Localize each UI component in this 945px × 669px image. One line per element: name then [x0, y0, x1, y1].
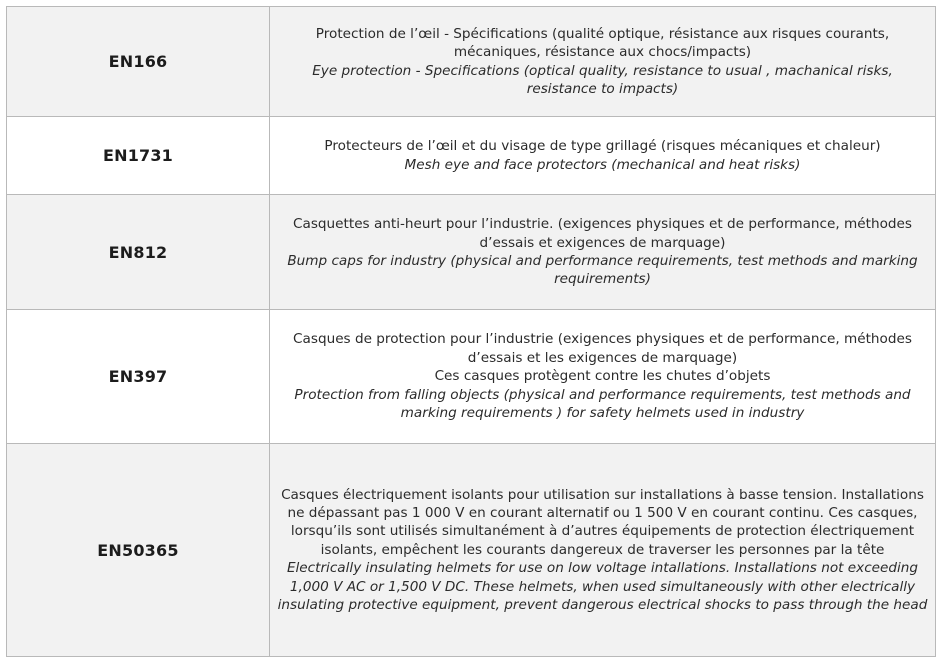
description-english: Eye protection - Specifications (optical quality, resistance to usual , machanical risks, resistance to impacts) [312, 62, 893, 97]
standard-code: EN166 [7, 7, 270, 117]
description-english: Mesh eye and face protectors (mechanical and heat risks) [404, 156, 801, 173]
standard-description [270, 117, 936, 195]
standard-description [270, 195, 936, 310]
standard-code: EN1731 [7, 117, 270, 195]
description-english: Electrically insulating helmets for use on low voltage intallations. Installations not exceeding 1,000 V AC or 1,500 V DC. These helmets, when used simultaneously with other electrically insulating protective equipment, prevent dangerous electrical shocks to pass through the head [277, 560, 928, 614]
standard-code: EN812 [7, 195, 270, 310]
description-english: Protection from falling objects (physical and performance requirements, test methods and marking requirements ) for safety helmets used in industry [294, 386, 911, 422]
standard-description [270, 444, 936, 657]
table-row [7, 117, 936, 195]
description-french: Casques électriquement isolants pour utilisation sur installations à basse tension. Installations ne dépassant pas 1 000 V en courant alternatif ou 1 500 V en courant continu. Ces casques, lorsqu’ils sont utilisés simultanément à d’autres équipements de protection électriquement isolants, empêchent les courants dangereux de traverser les personnes par la tête [281, 486, 924, 558]
table-row [7, 7, 936, 117]
standard-description [270, 310, 936, 444]
table-row [7, 195, 936, 310]
standard-description [270, 7, 936, 117]
standards-table [6, 6, 936, 657]
description-french: Protection de l’œil - Spécifications (qualité optique, résistance aux risques courants, mécaniques, résistance aux chocs/impacts) [315, 25, 890, 61]
description-french: Casquettes anti-heurt pour l’industrie. (exigences physiques et de performance, méthodes d’essais et exigences de marquage) [293, 216, 912, 251]
description-english: Bump caps for industry (physical and performance requirements, test methods and marking requirements) [287, 253, 918, 288]
description-french: Casques de protection pour l’industrie (exigences physiques et de performance, méthodes d’essais et les exigences de marquage) [293, 331, 912, 366]
table-row [7, 444, 936, 657]
standard-code: EN50365 [7, 444, 270, 657]
table-row [7, 310, 936, 444]
description-french: Protecteurs de l’œil et du visage de type grillagé (risques mécaniques et chaleur) [324, 138, 881, 155]
description-french: Ces casques protègent contre les chutes d’objets [434, 368, 771, 385]
standard-code: EN397 [7, 310, 270, 444]
